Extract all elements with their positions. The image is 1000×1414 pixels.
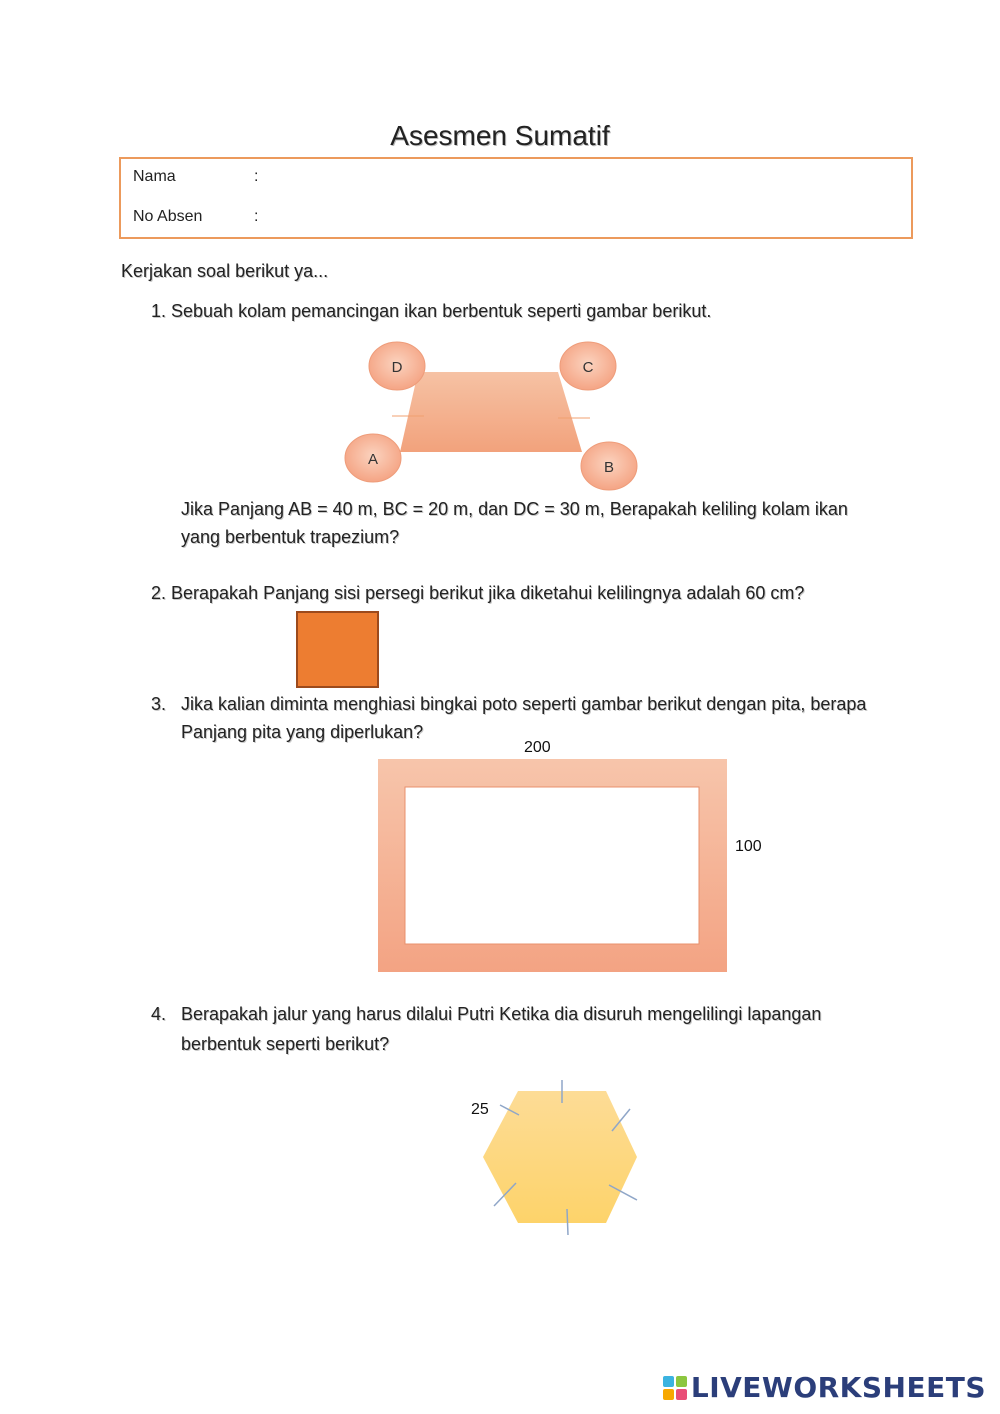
question-3-line2: Panjang pita yang diperlukan? [181,722,424,742]
hexagon-side-label: 25 [471,1101,489,1118]
question-2-text: 2. Berapakah Panjang sisi persegi berikut jika diketahui kelilingnya adalah 60 cm? [151,583,805,603]
question-4-line2: berbentuk seperti berikut? [181,1034,390,1054]
frame-width-label: 200 [524,739,551,756]
vertex-c-label: C [582,359,594,376]
frame-height-label: 100 [735,838,762,855]
absen-colon: : [254,208,259,225]
tick-mark-bottom [567,1209,568,1235]
square-figure [296,611,379,688]
page-title: Asesmen Sumatif [390,120,610,151]
name-label: Nama [133,168,176,185]
absen-label: No Absen [133,208,203,225]
vertex-d-label: D [391,359,403,376]
instruction-text: Kerjakan soal berikut ya... [121,261,329,281]
question-3-number: 3. [151,694,167,714]
hexagon-figure [470,1075,650,1245]
trapezoid-shape [400,372,582,452]
question-4-number: 4. [151,1004,167,1024]
question-4-line1: Berapakah jalur yang harus dilalui Putri Ketika dia disuruh mengelilingi lapangan [181,1004,822,1024]
frame-inner [405,787,699,944]
liveworksheets-icon [663,1376,687,1400]
question-1-detail-line2: yang berbentuk trapezium? [181,527,400,547]
liveworksheets-logo [663,1371,986,1404]
question-3-line1: Jika kalian diminta menghiasi bingkai poto seperti gambar berikut dengan pita, berapa [181,694,867,714]
name-field[interactable] [275,166,895,190]
question-1-text: 1. Sebuah kolam pemancingan ikan berbentuk seperti gambar berikut. [151,301,712,321]
photo-frame-figure [378,759,728,973]
absen-field[interactable] [275,206,895,230]
name-colon: : [254,168,259,185]
liveworksheets-wordmark: LIVEWORKSHEETS [690,1371,986,1404]
trapezoid-figure [330,330,660,500]
hexagon-shape [483,1091,637,1223]
vertex-b-label: B [603,459,615,476]
vertex-a-label: A [367,451,379,468]
question-1-detail-line1: Jika Panjang AB = 40 m, BC = 20 m, dan DC = 30 m, Berapakah keliling kolam ikan [181,499,848,519]
